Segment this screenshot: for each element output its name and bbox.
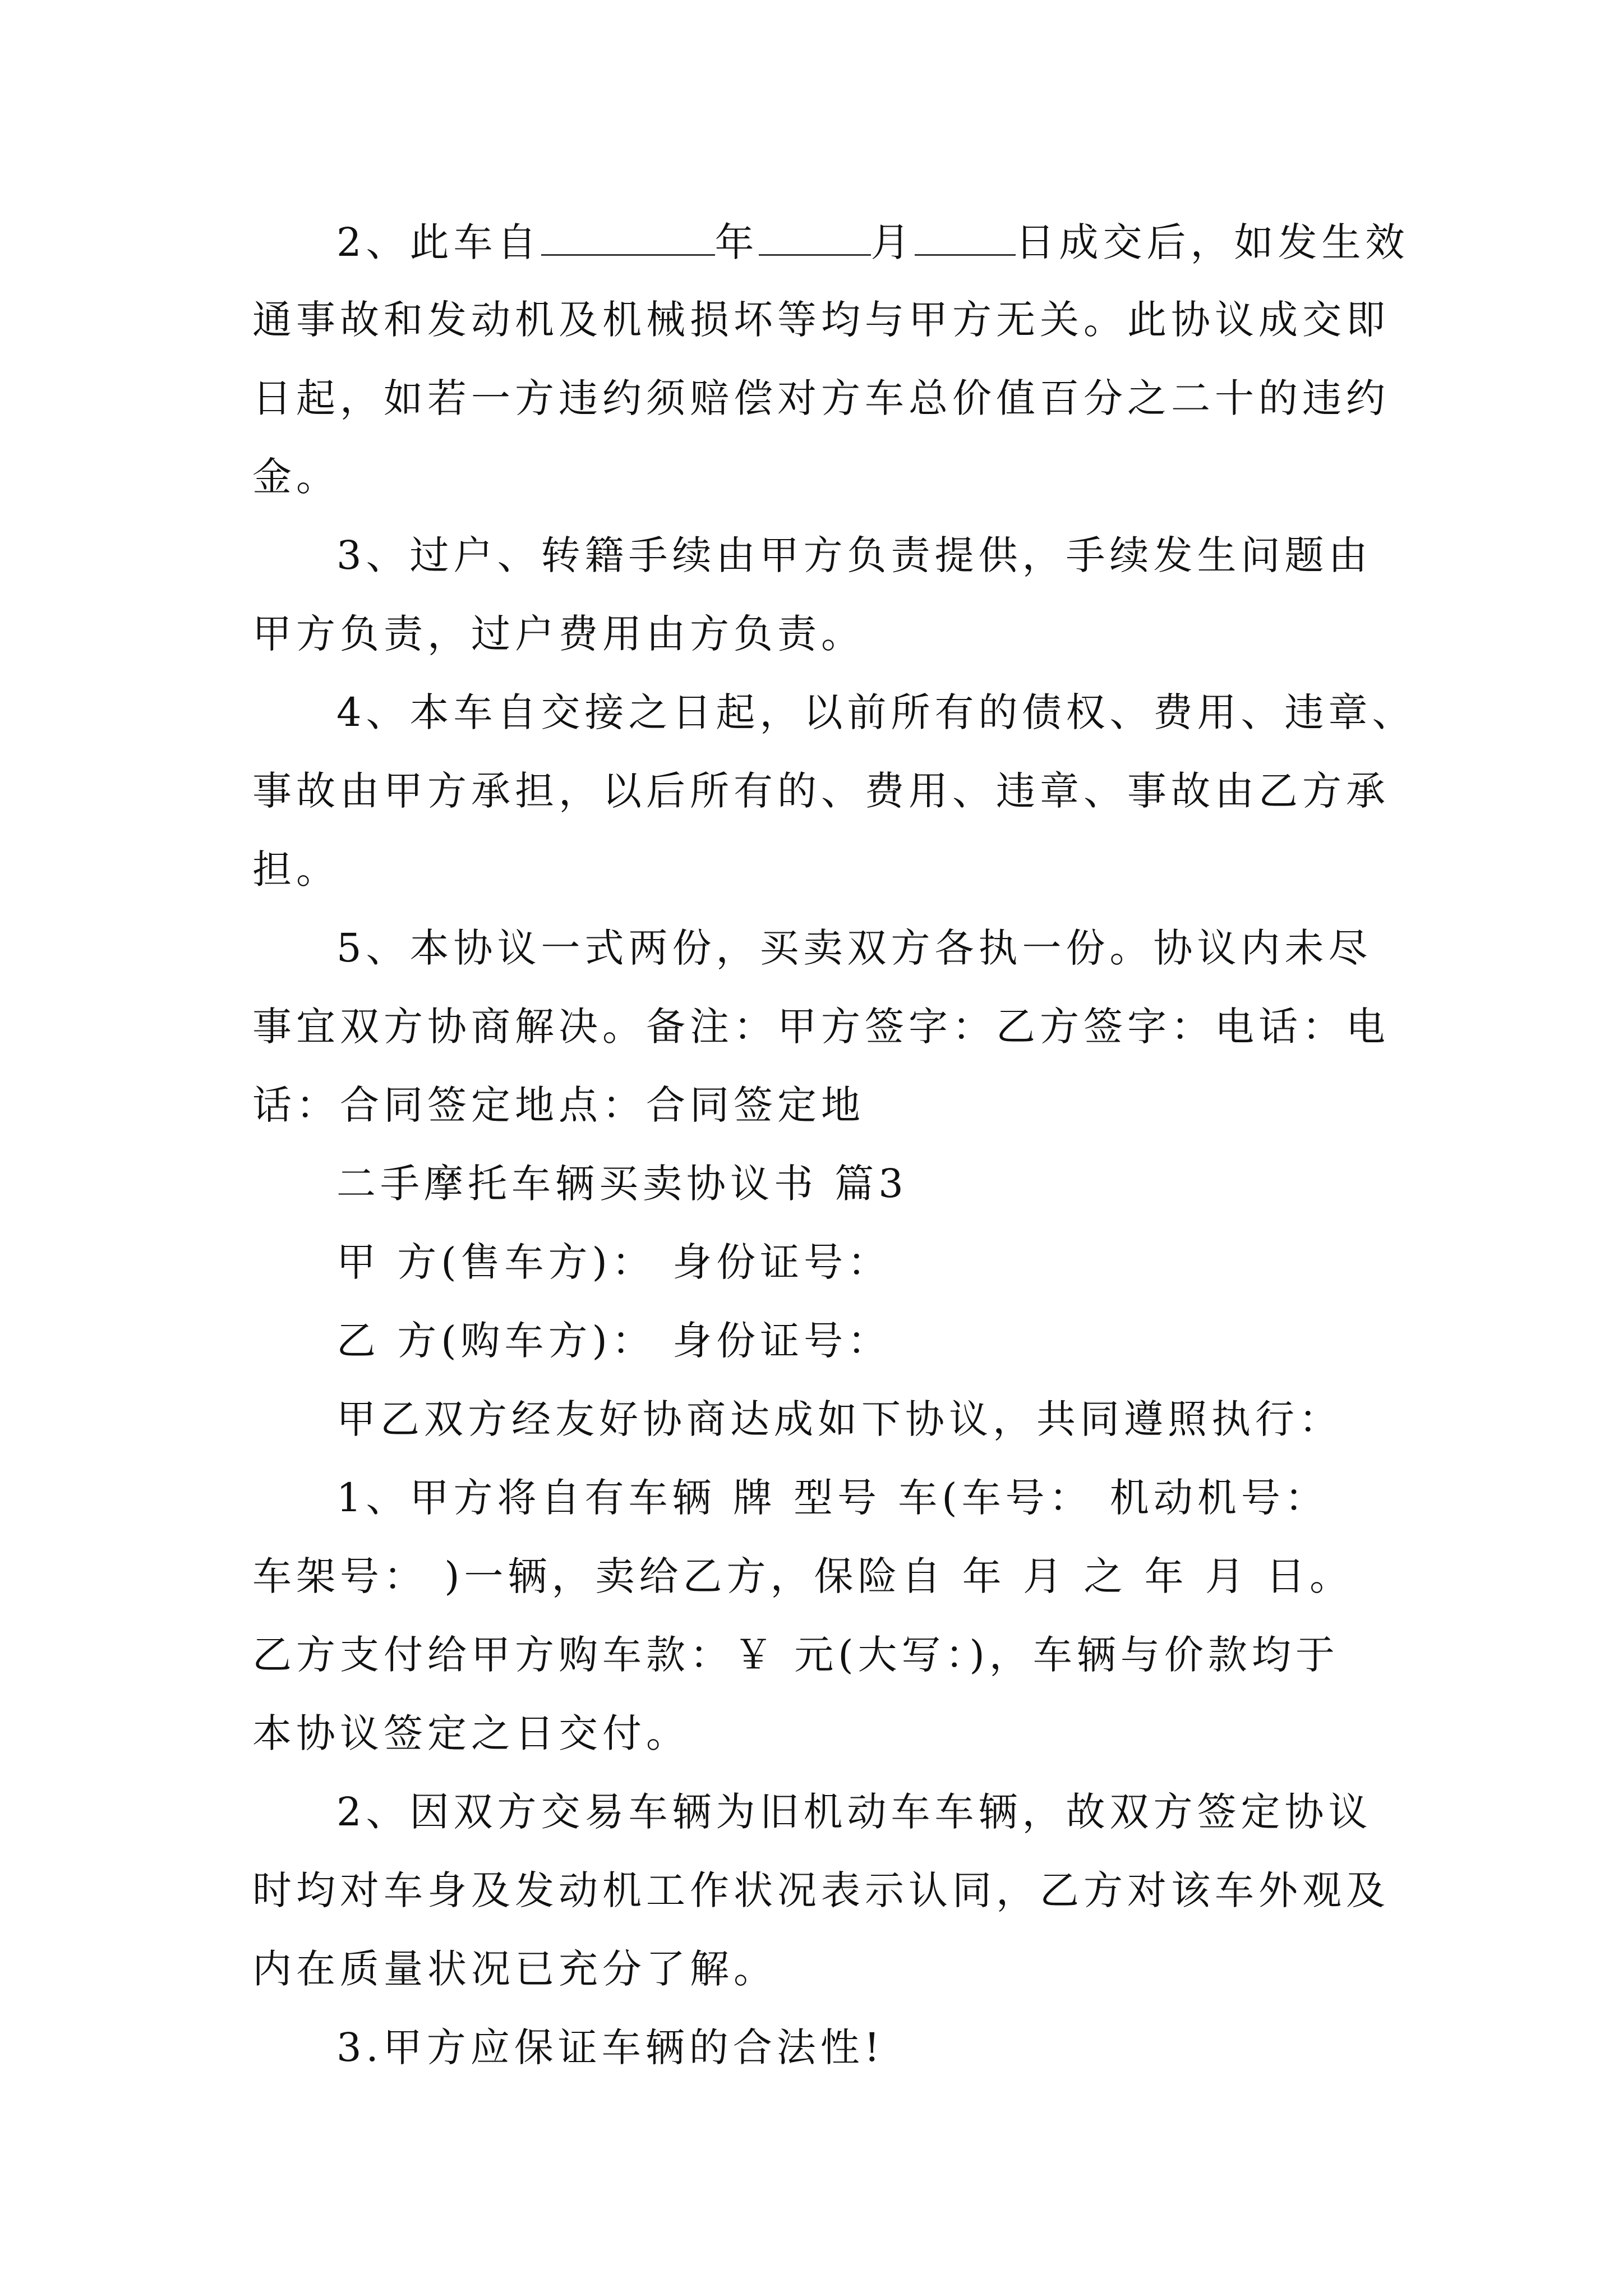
text-segment: 年 xyxy=(714,219,759,265)
text-line: 4、本车自交接之日起，以前所有的债权、费用、违章、 xyxy=(336,689,1416,735)
text-line: 车架号： )一辆，卖给乙方，保险自 年 月 之 年 月 日。 xyxy=(252,1553,1354,1599)
text-segment: 日成交后，如发生效 xyxy=(1015,219,1409,265)
text-segment: 月 xyxy=(870,219,915,265)
text-line: 乙 方(购车方)： 身份证号： xyxy=(336,1318,892,1364)
text-line: 甲 方(售车方)： 身份证号： xyxy=(336,1239,892,1285)
text-line: 时均对车身及发动机工作状况表示认同，乙方对该车外观及 xyxy=(252,1867,1390,1913)
text-line: 甲乙双方经友好协商达成如下协议，共同遵照执行： xyxy=(336,1396,1343,1442)
text-line: 金。 xyxy=(252,454,340,500)
text-line: 乙方支付给甲方购车款：￥ 元(大写：)，车辆与价款均于 xyxy=(252,1632,1339,1678)
text-line xyxy=(336,219,1409,265)
text-line: 事故由甲方承担，以后所有的、费用、违章、事故由乙方承 xyxy=(252,768,1390,814)
text-line: 1、甲方将自有车辆 牌 型号 车(车号： 机动机号： xyxy=(336,1475,1329,1521)
section-heading: 二手摩托车辆买卖协议书 篇3 xyxy=(336,1161,908,1207)
text-segment: 2、此车自 xyxy=(336,219,541,265)
text-line: 3.甲方应保证车辆的合法性! xyxy=(336,2024,884,2070)
text-line: 日起，如若一方违约须赔偿对方车总价值百分之二十的违约 xyxy=(252,375,1390,421)
text-line: 本协议签定之日交付。 xyxy=(252,1710,690,1756)
text-line: 担。 xyxy=(252,846,340,892)
text-line: 甲方负责，过户费用由方负责。 xyxy=(252,611,865,657)
blank-underline xyxy=(541,222,715,256)
text-line: 事宜双方协商解决。备注：甲方签字：乙方签字：电话：电 xyxy=(252,1004,1390,1050)
text-line: 2、因双方交易车辆为旧机动车车辆，故双方签定协议 xyxy=(336,1789,1372,1835)
text-line: 3、过户、转籍手续由甲方负责提供，手续发生问题由 xyxy=(336,532,1372,578)
text-line: 5、本协议一式两份，买卖双方各执一份。协议内未尽 xyxy=(336,925,1372,971)
blank-underline xyxy=(759,222,871,256)
text-line: 内在质量状况已充分了解。 xyxy=(252,1946,777,1992)
blank-underline xyxy=(915,222,1016,256)
text-line: 话：合同签定地点：合同签定地 xyxy=(252,1082,865,1128)
text-line: 通事故和发动机及机械损坏等均与甲方无关。此协议成交即 xyxy=(252,297,1390,343)
